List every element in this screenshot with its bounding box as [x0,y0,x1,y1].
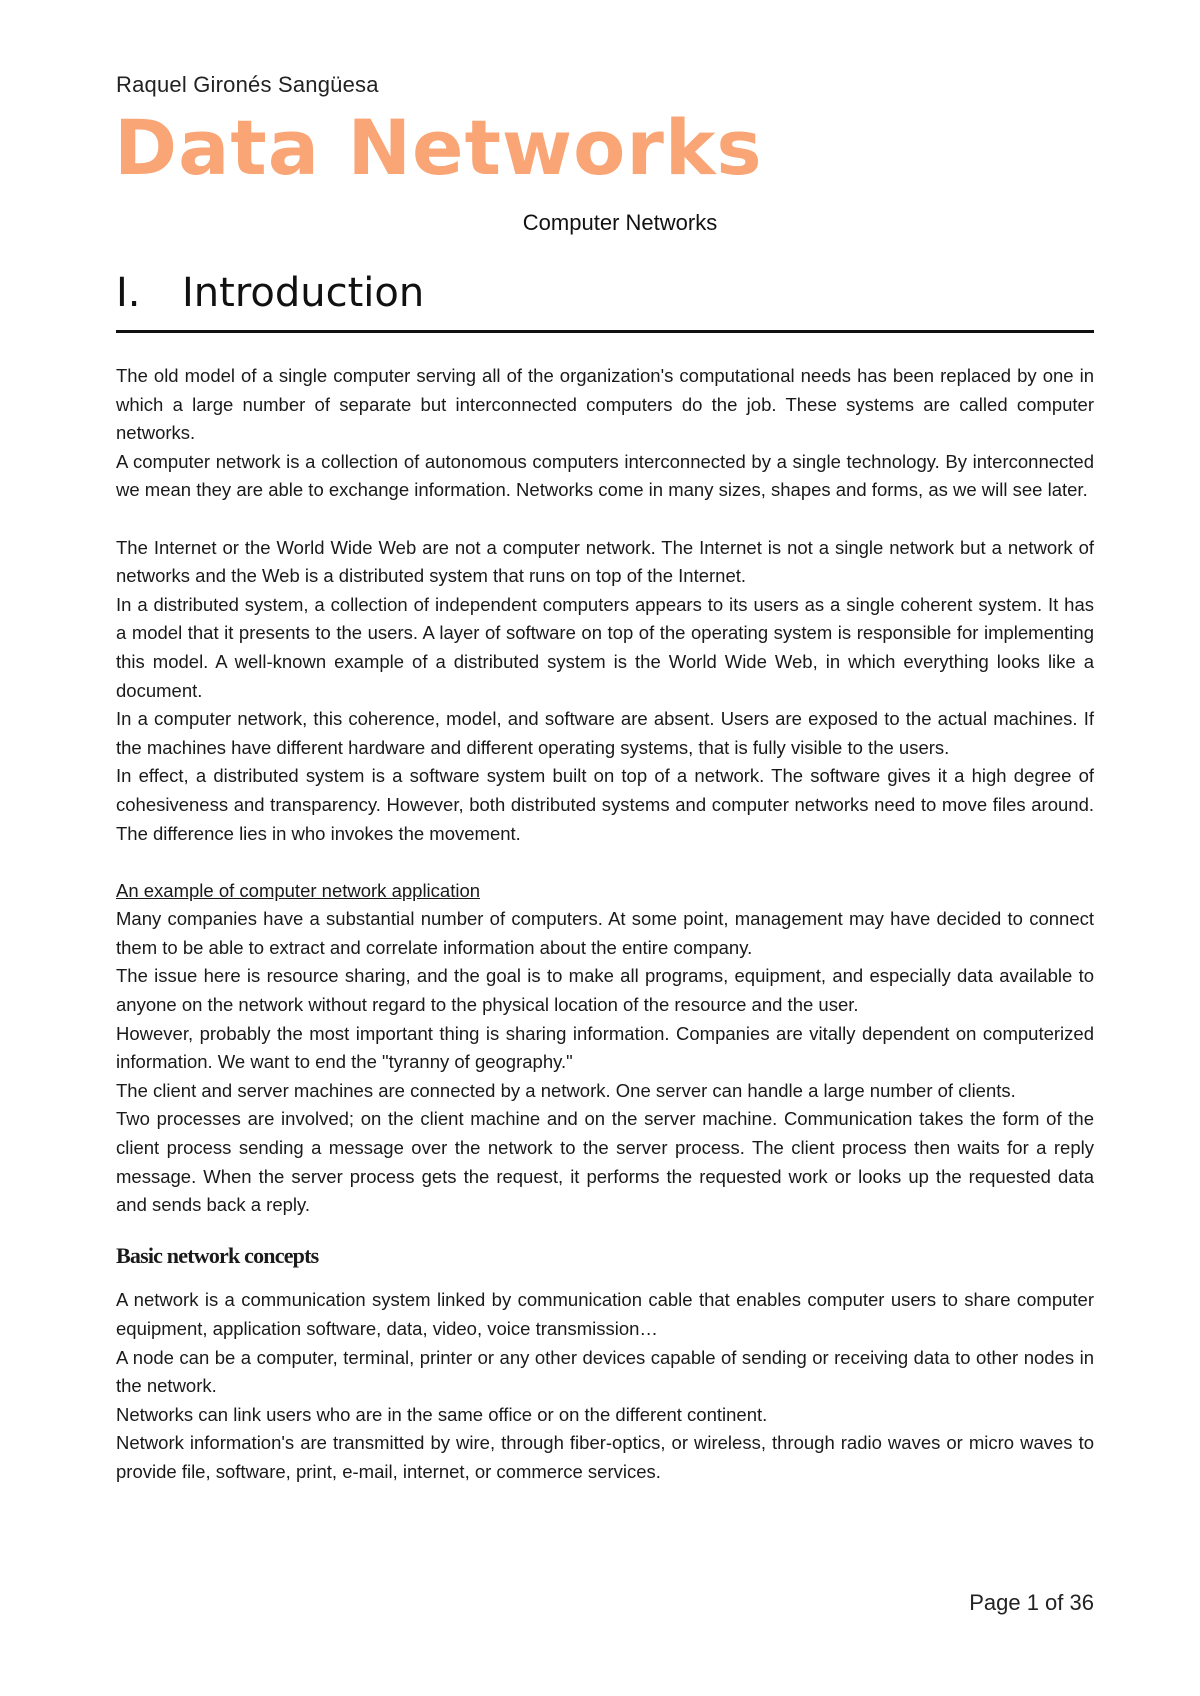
section-divider [116,330,1094,333]
paragraph: The old model of a single computer serving all of the organization's computational needs has been replaced by one in which a large number of separate but interconnected computers do the job. These systems are called computer networks. [116,365,1094,444]
spacer [116,505,1094,534]
paragraph: Many companies have a substantial number of computers. At some point, management may have decided to connect them to be able to extract and correlate information about the entire company. [116,908,1094,958]
document-title: Data Networks [114,103,763,192]
paragraph: Network information's are transmitted by wire, through fiber-optics, or wireless, through radio waves or micro waves to provide file, software, print, e-mail, internet, or commerce services. [116,1432,1094,1482]
section-title: Introduction [182,270,425,316]
paragraph: In effect, a distributed system is a software system built on top of a network. The software gives it a high degree of cohesiveness and transparency. However, both distributed systems and computer networks need to move files around. The difference lies in who invokes the movement. [116,765,1094,844]
page-number: Page 1 of 36 [969,1590,1094,1615]
author-name: Raquel Gironés Sangüesa [116,72,379,97]
paragraph: A network is a communication system linked by communication cable that enables computer users to share computer equipment, application software, data, video, voice transmission… [116,1289,1094,1339]
paragraph: Two processes are involved; on the client machine and on the server machine. Communication takes the form of the client process sending a message over the network to the server process. The client process then waits for a reply message. When the server process gets the request, it performs the requested work or looks up the requested data and sends back a reply. [116,1108,1094,1216]
paragraph: In a computer network, this coherence, model, and software are absent. Users are exposed to the actual machines. If the machines have different hardware and different operating systems, that is fully visible to the users. [116,708,1094,758]
subsection-heading: Basic network concepts [116,1242,319,1268]
document-subtitle: Computer Networks [522,210,718,235]
paragraph: A node can be a computer, terminal, printer or any other devices capable of sending or receiving data to other nodes in the network. [116,1346,1094,1397]
spacer [116,848,1094,877]
paragraph: The Internet or the World Wide Web are not a computer network. The Internet is not a single network but a network of networks and the Web is a distributed system that runs on top of the Internet. [116,536,1094,587]
section-number: I. [116,270,141,316]
paragraph: However, probably the most important thing is sharing information. Companies are vitally dependent on computerized information. We want to end the "tyranny of geography." [116,1022,1094,1073]
paragraph: A computer network is a collection of autonomous computers interconnected by a single technology. By interconnected we mean they are able to exchange information. Networks come in many sizes, shapes and forms, as we will see later. [116,450,1094,501]
section-heading [116,270,424,316]
example-heading: An example of computer network application [116,879,481,901]
paragraph: The client and server machines are connected by a network. One server can handle a large number of clients. [116,1079,1016,1101]
paragraph: The issue here is resource sharing, and the goal is to make all programs, equipment, and especially data available to anyone on the network without regard to the physical location of the resource and the user. [116,965,1094,1016]
paragraph: Networks can link users who are in the same office or on the different continent. [116,1403,768,1425]
document-body [116,362,1094,1487]
paragraph: In a distributed system, a collection of independent computers appears to its users as a single coherent system. It has a model that it presents to the users. A layer of software on top of the operating system is responsible for implementing this model. A well-known example of a distributed system is the World Wide Web, in which everything looks like a document. [116,593,1094,701]
